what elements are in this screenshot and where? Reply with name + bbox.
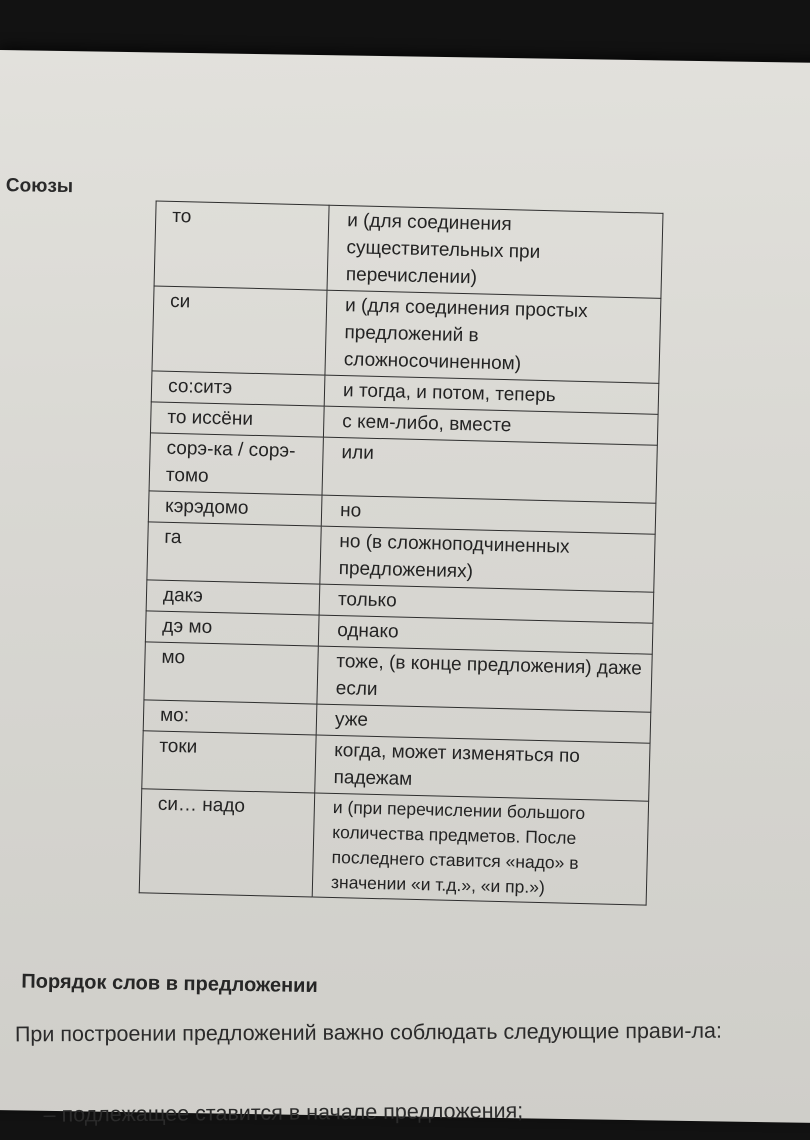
term-cell: дакэ <box>146 580 320 615</box>
table-row <box>152 286 661 383</box>
term-cell: га <box>147 522 321 584</box>
meaning-cell: но (в сложноподчиненных предложениях) <box>320 526 655 592</box>
meaning-cell: и (для соединения существительных при перечислении) <box>327 205 663 298</box>
table-row <box>154 201 663 298</box>
intro-paragraph: При построении предложений важно соблюдать следующие прави-ла: <box>14 1018 722 1047</box>
conjunctions-table-wrapper <box>139 200 664 905</box>
meaning-cell: но <box>321 495 656 534</box>
book-page <box>0 50 810 1127</box>
term-cell: дэ мо <box>145 611 319 646</box>
rule-bullet: – подлежащее ставится в начале предложения; <box>43 1098 524 1127</box>
term-cell: сорэ-ка / сорэ-томо <box>149 433 323 495</box>
term-cell: мо <box>144 642 318 704</box>
section-title: Союзы <box>5 175 74 198</box>
meaning-cell: только <box>319 584 654 623</box>
meaning-cell: и (для соединения простых предложений в сложносочиненном) <box>325 290 661 383</box>
term-cell: си… надо <box>139 789 314 897</box>
term-cell: токи <box>142 731 316 793</box>
meaning-cell: или <box>322 437 657 503</box>
table-row <box>139 789 648 905</box>
term-cell: си <box>152 286 327 375</box>
term-cell: то иссёни <box>150 402 324 437</box>
term-cell: мо: <box>143 700 317 735</box>
meaning-cell: когда, может изменяться по падежам <box>315 735 650 801</box>
conjunctions-table <box>139 200 664 905</box>
meaning-cell: и (при перечислении большого количества предметов. После последнего ставится «надо» в значении «и т.д.», «и пр.») <box>312 793 648 905</box>
meaning-cell: уже <box>316 704 651 743</box>
term-cell: то <box>154 201 329 290</box>
meaning-cell: тоже, (в конце предложения) даже если <box>317 646 652 712</box>
word-order-heading: Порядок слов в предложении <box>21 970 318 998</box>
meaning-cell: и тогда, и потом, теперь <box>324 375 659 414</box>
term-cell: кэрэдомо <box>148 491 322 526</box>
meaning-cell: с кем-либо, вместе <box>323 406 658 445</box>
meaning-cell: однако <box>318 615 653 654</box>
term-cell: со:ситэ <box>151 371 325 406</box>
